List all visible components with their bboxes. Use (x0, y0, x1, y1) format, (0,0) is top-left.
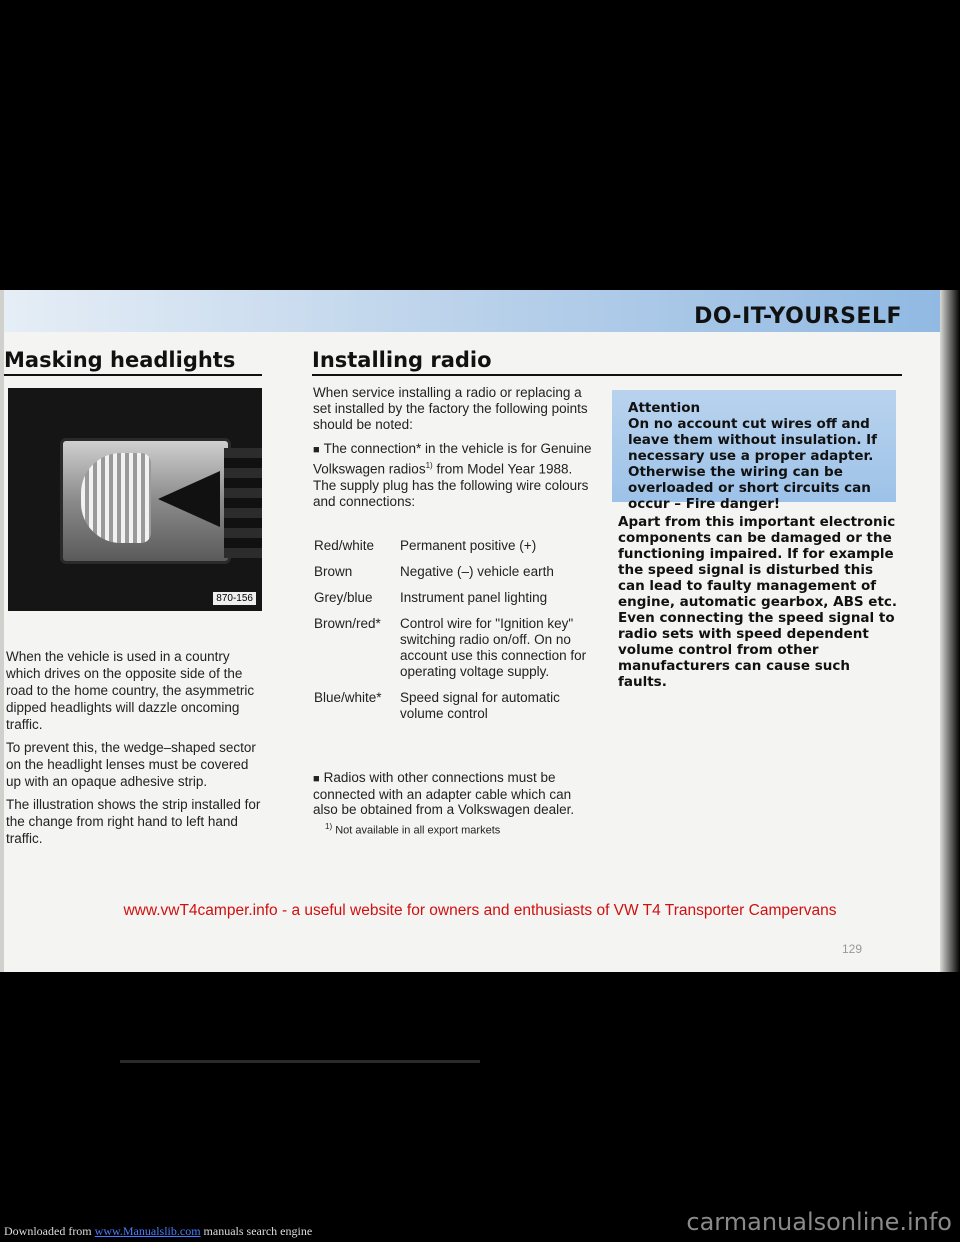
masking-paragraph-3: The illustration shows the strip installed for the change from right hand to left hand traffic. (6, 797, 261, 846)
left-page-edge (0, 290, 4, 972)
table-row: Red/white Permanent positive (+) (314, 538, 537, 553)
scan-artifact (120, 1060, 480, 1063)
masking-paragraph-1: When the vehicle is used in a country which drives on the opposite side of the road to the home country, the asymmetric dipped headlights will dazzle oncoming traffic. (6, 649, 255, 732)
photo-reference-tag: 870-156 (213, 592, 256, 605)
attention-box (612, 390, 896, 512)
radio-intro-paragraph: When service installing a radio or replacing a set installed by the factory the following points should be noted: (313, 385, 588, 432)
table-row: Blue/white* Speed signal for automatic volume control (314, 690, 560, 721)
other-radios-paragraph: ■ Radios with other connections must be connected with an adapter cable which can also be obtained from a Volkswagen dealer. (313, 770, 575, 817)
attention-title: Attention (628, 400, 701, 416)
heading-masking-headlights: Masking headlights (4, 348, 236, 372)
radio-intro (313, 385, 593, 518)
warning-paragraph-2: Even connecting the speed signal to radio sets with speed dependent volume control from other manufacturers can cause such faults. (618, 610, 895, 690)
right-page-edge (940, 290, 960, 972)
manual-page (0, 290, 960, 972)
attention-text (628, 400, 892, 512)
section-title: DO-IT-YOURSELF (694, 304, 902, 329)
masking-paragraph-2: To prevent this, the wedge–shaped sector on the headlight lenses must be covered up with an opaque adhesive strip. (6, 740, 256, 789)
bullet: ■ (313, 773, 320, 785)
headlight-photo (8, 388, 262, 611)
bullet: ■ (313, 444, 320, 456)
lens-reflector (81, 453, 151, 543)
table-row: Brown/red* Control wire for "Ignition key" switching radio on/off. On no account use this connection for operating voltage supply. (314, 616, 587, 679)
page-number: 129 (842, 942, 863, 956)
headlight-lens (60, 438, 231, 564)
masking-strip (158, 471, 220, 527)
heading-rule-middle (312, 374, 902, 376)
wire-colour-table (314, 538, 599, 732)
radio-connection-paragraph: ■ The connection* in the vehicle is for Genuine Volkswagen radios$^{1)}$ from Model Year 1988. The supply plug has the following wire colours and connections: (313, 441, 592, 509)
footnote-ref: 1) (425, 461, 433, 470)
heading-installing-radio: Installing radio (312, 348, 492, 372)
other-radios-text (313, 770, 593, 839)
table-row: Grey/blue Instrument panel lighting (314, 590, 548, 605)
warning-paragraph-1: Apart from this important electronic components can be damaged or the functioning impaired. If for example the speed signal is disturbed this can lead to faulty management of engine, automatic gearbox, ABS etc. (618, 514, 898, 610)
grille (224, 448, 262, 558)
attention-body: On no account cut wires off and leave them without insulation. If necessary use a proper adapter. Otherwise the wiring can be overloaded or short circuits can occur – Fire danger! (628, 416, 878, 512)
table-row: Brown Negative (–) vehicle earth (314, 564, 554, 579)
footnote: $^{1)}$ Not available in all export markets (325, 822, 501, 837)
website-banner: www.vwT4camper.info - a useful website for owners and enthusiasts of VW T4 Transporter Campervans (123, 902, 837, 919)
warning-text (618, 514, 898, 690)
masking-text (6, 648, 264, 853)
download-credit: Downloaded from www.Manualslib.com manuals search engine (4, 1224, 313, 1238)
manualslib-link[interactable]: www.Manualslib.com (94, 1224, 201, 1238)
site-watermark: carmanualsonline.info (686, 1208, 952, 1236)
header-band (0, 290, 960, 332)
heading-rule-left (4, 374, 262, 376)
